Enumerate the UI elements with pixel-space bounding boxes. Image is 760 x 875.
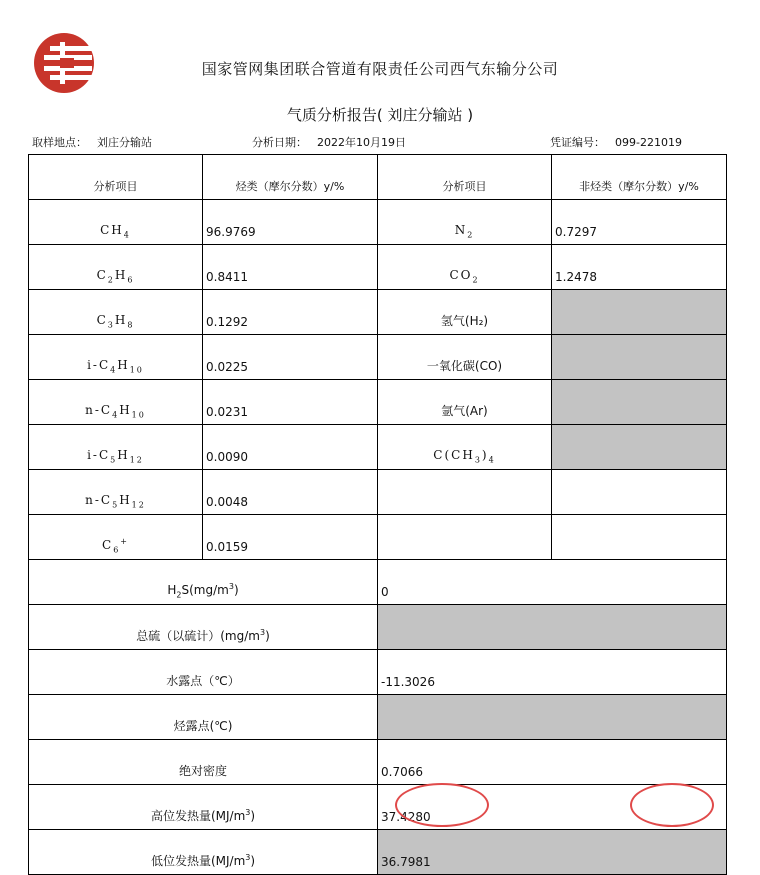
analysis-table: [28, 154, 727, 875]
table-row: [29, 425, 727, 470]
component-n2: $N_2$: [378, 200, 552, 245]
empty-cell: [378, 515, 552, 560]
value-neopentane: [552, 425, 727, 470]
property-absolute-density: 绝对密度: [29, 740, 378, 785]
property-total-sulfur: 总硫（以硫计）$(mg/m^3)$: [29, 605, 378, 650]
table-row: [29, 515, 727, 560]
table-row: [29, 200, 727, 245]
value-ar: [552, 380, 727, 425]
value-n2: 0.7297: [552, 200, 727, 245]
component-c6plus: $C_6^+$: [29, 515, 203, 560]
table-row: [29, 560, 727, 605]
property-net-heating-value: 低位发热量$(MJ/m^3)$: [29, 830, 378, 875]
value-h2: [552, 290, 727, 335]
value-ch4: 96.9769: [203, 200, 378, 245]
empty-cell: [552, 470, 727, 515]
red-seal-icon: [395, 783, 489, 827]
sample-location: [32, 134, 152, 150]
value-water-dew-point: -11.3026: [378, 650, 727, 695]
analysis-date-value: 2022年10月19日: [317, 136, 406, 149]
value-total-sulfur: [378, 605, 727, 650]
table-row: [29, 605, 727, 650]
header-item-non-hydrocarbon: 分析项目: [378, 155, 552, 200]
property-gross-heating-value: 高位发热量$(MJ/m^3)$: [29, 785, 378, 830]
empty-cell: [552, 515, 727, 560]
table-row: [29, 245, 727, 290]
value-co2: 1.2478: [552, 245, 727, 290]
header-hydrocarbon-fraction: 烃类（摩尔分数）y/%: [203, 155, 378, 200]
table-row: [29, 650, 727, 695]
value-hc-dew-point: [378, 695, 727, 740]
report-title: 气质分析报告( 刘庄分输站 ): [286, 106, 474, 124]
table-row: [29, 740, 727, 785]
analysis-date-label: 分析日期：: [252, 136, 307, 149]
component-nc4h10: $n-C_4H_{10}$: [29, 380, 203, 425]
table-row: [29, 335, 727, 380]
header-non-hydrocarbon-fraction: 非烃类（摩尔分数）y/%: [552, 155, 727, 200]
component-h2: 氢气(H₂): [378, 290, 552, 335]
voucher-number-label: 凭证编号：: [550, 136, 605, 149]
component-ic4h10: $i-C_4H_{10}$: [29, 335, 203, 380]
value-co: [552, 335, 727, 380]
header-item-hydrocarbon: 分析项目: [29, 155, 203, 200]
property-h2s: $H_2S(mg/m^3)$: [29, 560, 378, 605]
value-net-heating-value: 36.7981: [378, 830, 727, 875]
company-logo-icon: [30, 32, 98, 94]
analysis-date: [252, 134, 406, 150]
component-ar: 氩气(Ar): [378, 380, 552, 425]
company-name: 国家管网集团联合管道有限责任公司西气东输分公司: [201, 60, 559, 78]
table-header-row: [29, 155, 727, 200]
table-row: [29, 470, 727, 515]
component-c3h8: $C_3H_8$: [29, 290, 203, 335]
component-c2h6: $C_2H_6$: [29, 245, 203, 290]
value-nc4h10: 0.0231: [203, 380, 378, 425]
table-row: [29, 380, 727, 425]
value-c3h8: 0.1292: [203, 290, 378, 335]
voucher-number-value: 099-221019: [615, 136, 682, 149]
component-co2: $CO_2$: [378, 245, 552, 290]
table-row: [29, 290, 727, 335]
red-seal-icon: [630, 783, 714, 827]
sample-location-value: 刘庄分输站: [97, 136, 152, 149]
empty-cell: [378, 470, 552, 515]
sample-location-label: 取样地点：: [32, 136, 87, 149]
component-ch4: $CH_4$: [29, 200, 203, 245]
value-gross-heating-value: 37.4280: [378, 785, 727, 830]
value-absolute-density: 0.7066: [378, 740, 727, 785]
table-row: [29, 695, 727, 740]
value-c2h6: 0.8411: [203, 245, 378, 290]
value-nc5h12: 0.0048: [203, 470, 378, 515]
table-row: [29, 785, 727, 830]
value-c6plus: 0.0159: [203, 515, 378, 560]
voucher-number: [550, 134, 682, 150]
property-hc-dew-point: 烃露点(℃): [29, 695, 378, 740]
value-ic5h12: 0.0090: [203, 425, 378, 470]
component-ic5h12: $i-C_5H_{12}$: [29, 425, 203, 470]
component-nc5h12: $n-C_5H_{12}$: [29, 470, 203, 515]
component-co: 一氧化碳(CO): [378, 335, 552, 380]
value-h2s: 0: [378, 560, 727, 605]
value-ic4h10: 0.0225: [203, 335, 378, 380]
table-row: [29, 830, 727, 875]
property-water-dew-point: 水露点（℃）: [29, 650, 378, 695]
component-neopentane: $C(CH_3)_4$: [378, 425, 552, 470]
